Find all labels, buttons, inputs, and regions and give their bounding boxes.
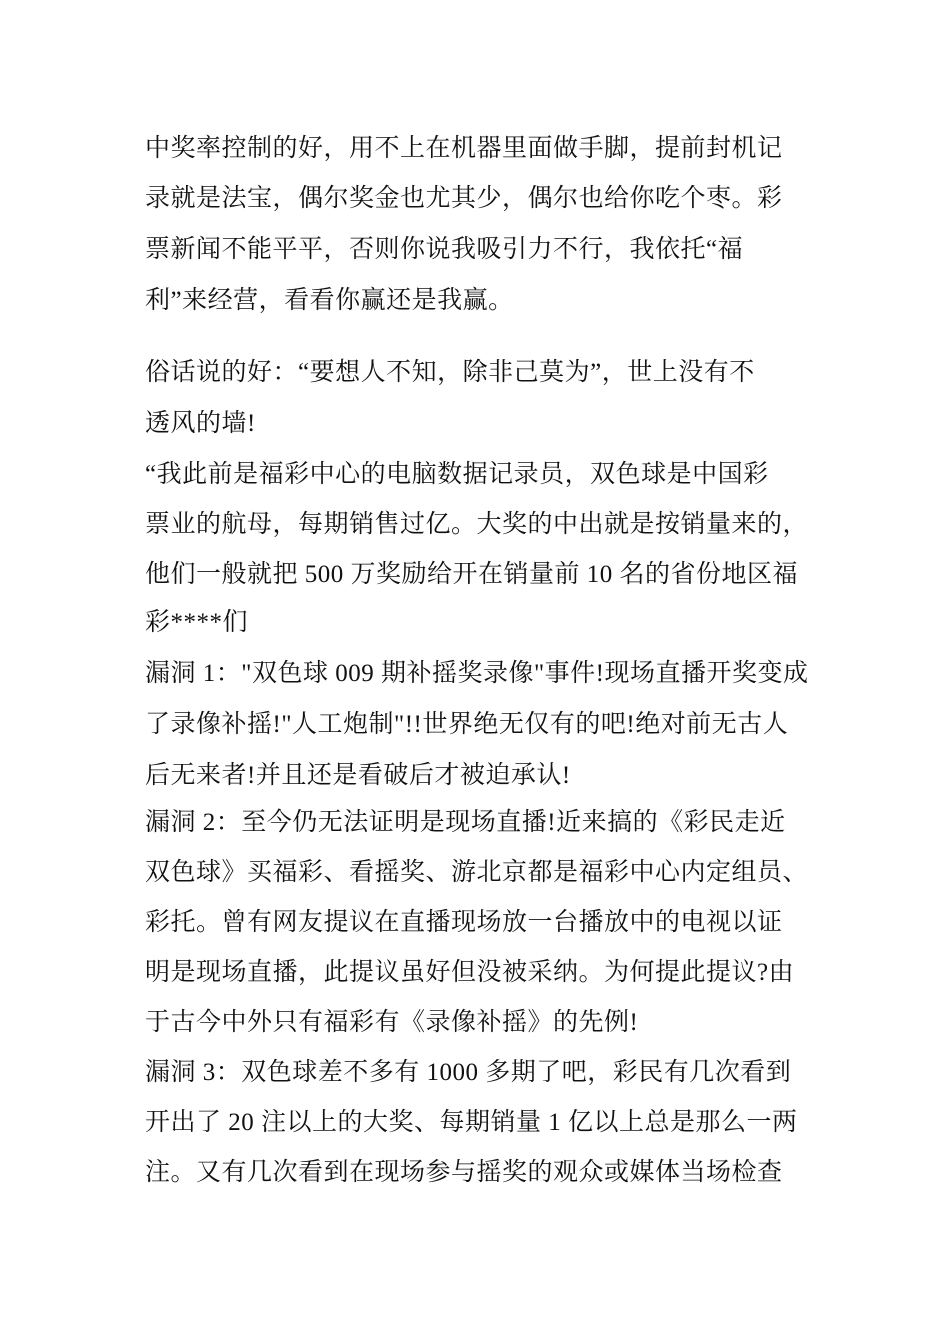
text-line: 录就是法宝，偶尔奖金也尤其少，偶尔也给你吃个枣。彩 — [145, 185, 783, 212]
text-line: 票业的航母，每期销售过亿。大奖的中出就是按销量来的， — [145, 511, 809, 538]
text-line: 于古今中外只有福彩有《录像补摇》的先例! — [145, 1009, 639, 1036]
text-line: 透风的墙! — [145, 410, 256, 437]
text-line: 开出了 20 注以上的大奖、每期销量 1 亿以上总是那么一两 — [145, 1109, 798, 1136]
text-line: 明是现场直播，此提议虽好但没被采纳。为何提此提议?由 — [145, 959, 795, 986]
text-line: 了录像补摇!"人工炮制"!!世界绝无仅有的吧!绝对前无古人 — [145, 711, 789, 738]
text-line: “我此前是福彩中心的电脑数据记录员，双色球是中国彩 — [145, 461, 769, 488]
text-line: 彩****们 — [145, 609, 249, 636]
text-line: 中奖率控制的好，用不上在机器里面做手脚，提前封机记 — [145, 135, 783, 162]
text-line: 注。又有几次看到在现场参与摇奖的观众或媒体当场检查 — [145, 1159, 783, 1186]
text-line: 利”来经营，看看你赢还是我赢。 — [145, 287, 514, 314]
text-line: 漏洞 2：至今仍无法证明是现场直播!近来搞的《彩民走近 — [145, 809, 786, 836]
text-line: 双色球》买福彩、看摇奖、游北京都是福彩中心内定组员、 — [145, 859, 809, 886]
text-line: 票新闻不能平平，否则你说我吸引力不行，我依托“福 — [145, 236, 744, 263]
text-line: 彩托。曾有网友提议在直播现场放一台播放中的电视以证 — [145, 909, 783, 936]
text-line: 他们一般就把 500 万奖励给开在销量前 10 名的省份地区福 — [145, 561, 799, 588]
text-line: 俗话说的好：“要想人不知，除非己莫为”，世上没有不 — [145, 359, 755, 386]
text-line: 漏洞 1："双色球 009 期补摇奖录像"事件!现场直播开奖变成 — [145, 660, 809, 687]
text-line: 后无来者!并且还是看破后才被迫承认! — [145, 762, 571, 789]
text-line: 漏洞 3：双色球差不多有 1000 多期了吧，彩民有几次看到 — [145, 1059, 792, 1086]
